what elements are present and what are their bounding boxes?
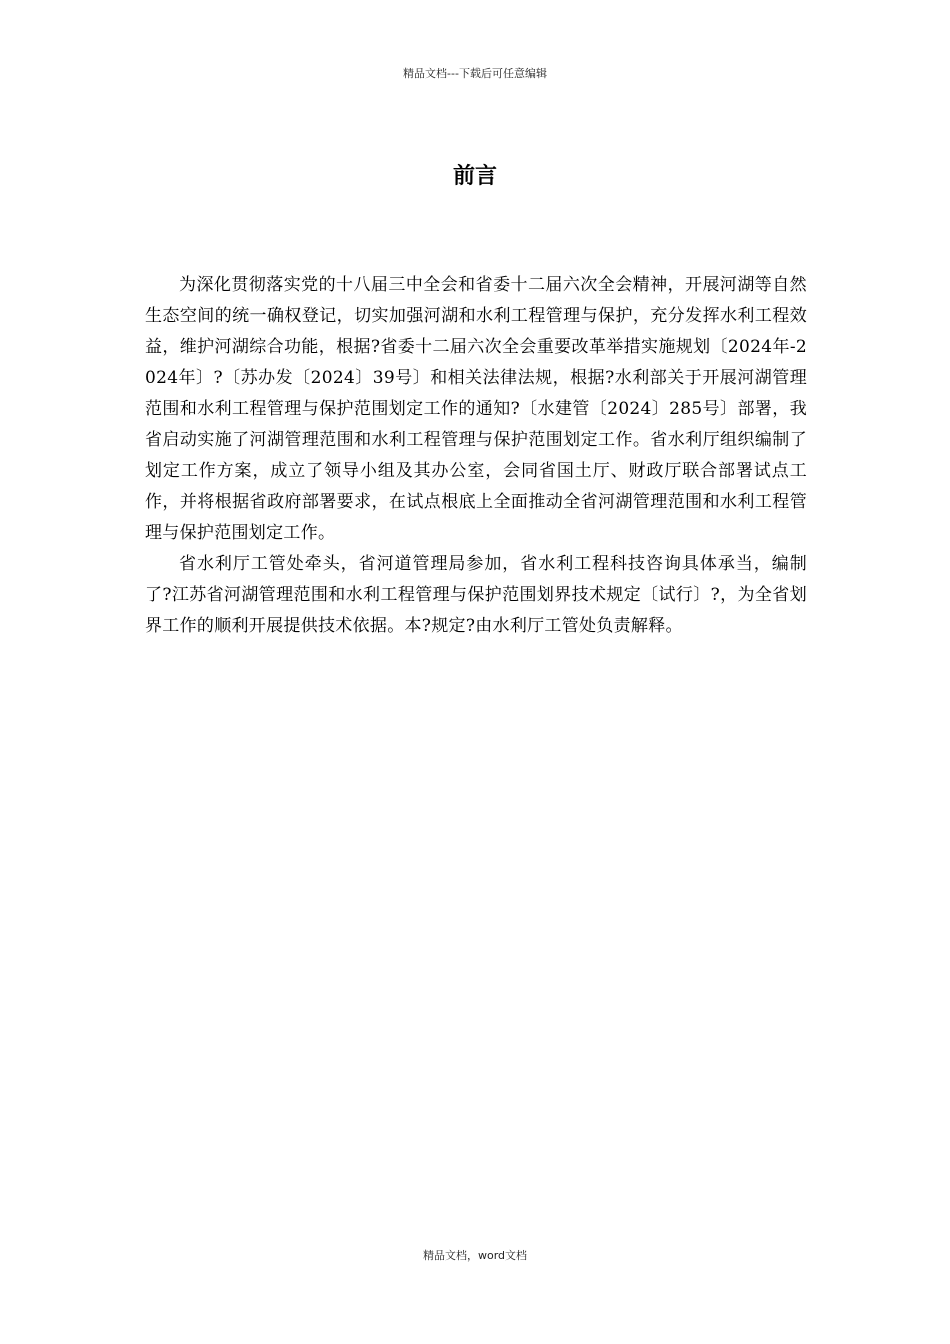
paragraph-2: 省水利厅工管处牵头，省河道管理局参加，省水利工程科技咨询具体承当，编制了?江苏省河湖管理范围和水利工程管理与保护范围划界技术规定〔试行〕?，为全省划界工作的顺利开展提供技术依据。本?规定?由水利厅工管处负责解释。 <box>145 554 807 636</box>
document-title: 前言 <box>452 164 497 189</box>
page-header: 精品文档---下载后可任意编辑 <box>403 67 547 80</box>
paragraph-1: 为深化贯彻落实党的十八届三中全会和省委十二届六次全会精神，开展河湖等自然生态空间的统一确权登记，切实加强河湖和水利工程管理与保护，充分发挥水利工程效益，维护河湖综合功能，根据?省委十二届六次全会重要改革举措实施规划〔2024年-2024年〕?〔苏办发〔2024〕39号〕和相关法律法规，根据?水利部关于开展河湖管理范围和水利工程管理与保护范围划定工作的通知?〔水建管〔2024〕285号〕部署，我省启动实施了河湖管理范围和水利工程管理与保护范围划定工作。省水利厅组织编制了划定工作方案，成立了领导小组及其办公室，会同省国土厅、财政厅联合部署试点工作，并将根据省政府部署要求，在试点根底上全面推动全省河湖管理范围和水利工程管理与保护范围划定工作。 <box>145 275 807 543</box>
page-footer: 精品文档，word文档 <box>422 1249 528 1262</box>
document-body <box>145 270 807 642</box>
